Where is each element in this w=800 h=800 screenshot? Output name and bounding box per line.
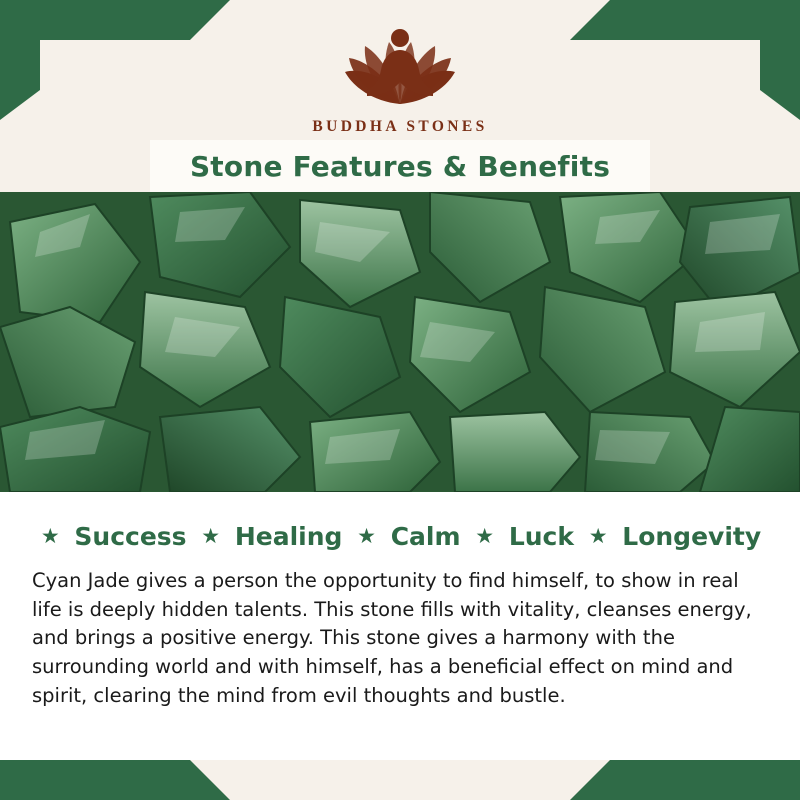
benefit-keywords	[0, 492, 800, 551]
star-icon: ★	[201, 524, 221, 548]
keyword-healing: Healing	[234, 522, 343, 551]
star-icon: ★	[475, 524, 495, 548]
stone-description: Cyan Jade gives a person the opportunity to find himself, to show in real life is deeply hidden talents. This stone fills with vitality, cleanses energy, and brings a positive energy. This stone gives a harmony with the surrounding world and with himself, has a beneficial effect on mind and spirit, clearing the mind from evil thoughts and bustle.	[32, 569, 752, 707]
title-banner	[150, 140, 650, 192]
page-title: Stone Features & Benefits	[189, 149, 611, 183]
stone-photo	[0, 192, 800, 492]
brand-name: BUDDHA STONES	[312, 118, 488, 135]
keyword-longevity: Longevity	[622, 522, 762, 551]
stone-photo-illustration	[0, 192, 800, 492]
star-icon: ★	[40, 524, 60, 548]
lotus-meditation-icon	[0, 20, 800, 112]
keyword-calm: Calm	[390, 522, 461, 551]
content-panel	[0, 492, 800, 760]
brand-header	[0, 20, 800, 136]
star-icon: ★	[588, 524, 608, 548]
keyword-luck: Luck	[508, 522, 574, 551]
star-icon: ★	[357, 524, 376, 548]
keyword-success: Success	[74, 522, 187, 551]
